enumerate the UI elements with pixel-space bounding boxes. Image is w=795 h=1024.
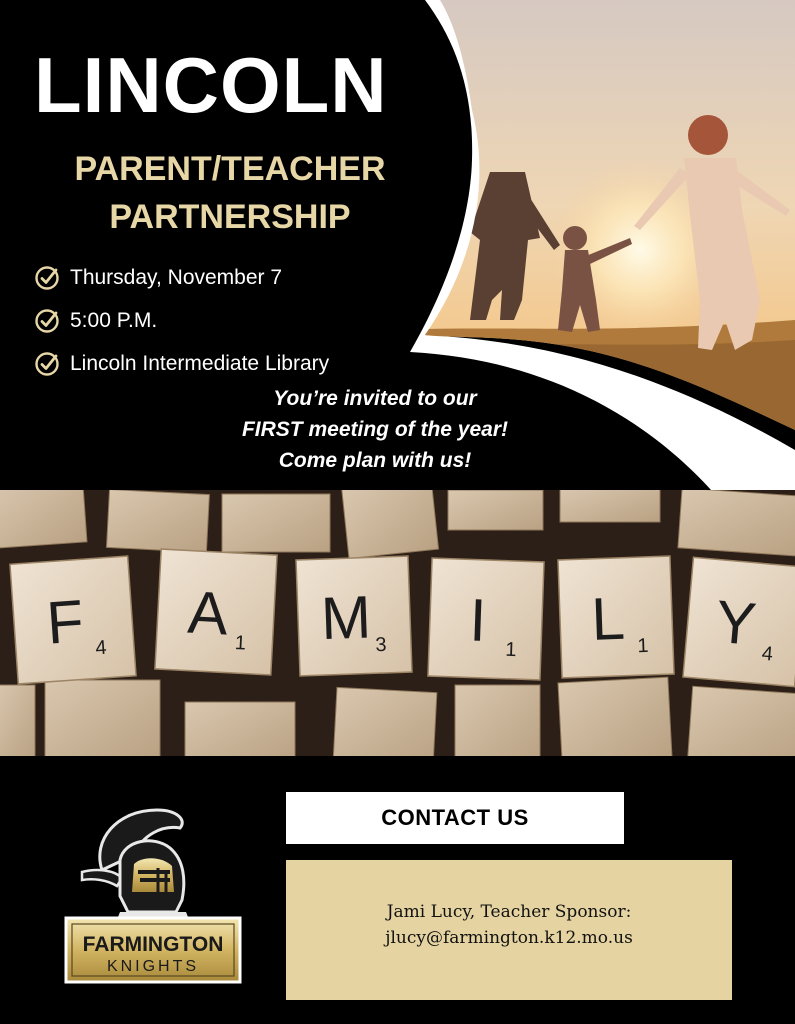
check-circle-icon (34, 351, 60, 377)
tile-letter: F (44, 587, 86, 657)
tile-score: 1 (234, 632, 247, 655)
logo-line-2: KNIGHTS (106, 958, 200, 975)
tile-score: 3 (375, 633, 387, 657)
subtitle-line-1: PARENT/TEACHER (74, 150, 386, 188)
invite-line-2: FIRST meeting of the year! (241, 418, 509, 441)
tile-score: 4 (94, 636, 108, 660)
detail-date-text: Thursday, November 7 (70, 266, 283, 289)
detail-date (34, 258, 329, 298)
letter-tile (10, 556, 136, 684)
tile-letter: Y (713, 587, 759, 658)
detail-time-text: 5:00 P.M. (70, 309, 158, 332)
invite-line-3: Come plan with us! (278, 449, 472, 472)
contact-sponsor: Jami Lucy, Teacher Sponsor: (386, 902, 632, 922)
invite-line-1: You’re invited to our (273, 387, 477, 410)
letter-tile (296, 556, 412, 676)
page-title: LINCOLN (34, 41, 388, 129)
contact-header-label: CONTACT US (381, 805, 529, 830)
contact-header (286, 792, 624, 844)
letter-tile (683, 557, 795, 686)
check-circle-icon (34, 265, 60, 291)
family-tiles-photo (0, 490, 795, 756)
tile-letter: L (590, 584, 626, 653)
detail-time (34, 301, 329, 341)
tile-letter: A (186, 578, 230, 648)
logo-line-1: FARMINGTON (82, 933, 224, 956)
farmington-knights-logo (62, 800, 244, 990)
letter-tile (155, 549, 277, 675)
subtitle-line-2: PARTNERSHIP (109, 198, 351, 236)
contact-box (286, 860, 732, 1000)
event-details (34, 258, 329, 384)
detail-location-text: Lincoln Intermediate Library (70, 352, 330, 375)
letter-tile (558, 556, 674, 678)
tile-score: 1 (637, 634, 649, 658)
contact-email: jlucy@farmington.k12.mo.us (385, 928, 633, 948)
tile-score: 1 (504, 638, 517, 662)
letter-tile (428, 558, 544, 680)
check-circle-icon (34, 308, 60, 334)
detail-location (34, 344, 329, 384)
tile-letter: M (319, 583, 373, 653)
tile-score: 4 (760, 642, 774, 666)
tile-letter: I (468, 586, 488, 654)
